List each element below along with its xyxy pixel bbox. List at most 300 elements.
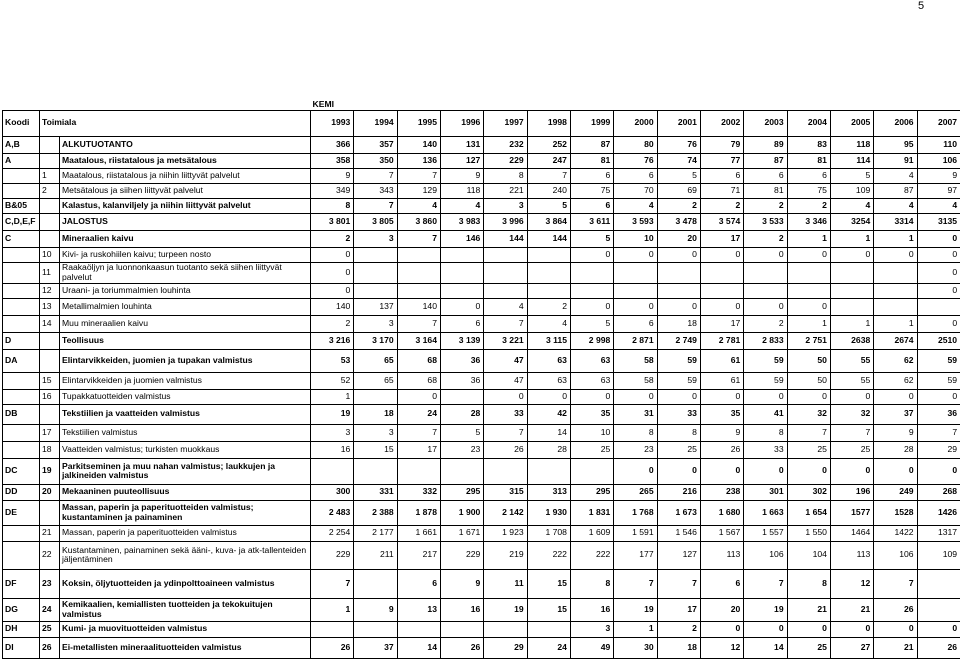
value-cell: 25 [830, 441, 873, 458]
value-cell: 9 [700, 424, 743, 441]
value-cell [614, 262, 657, 283]
year-header: 1999 [570, 110, 613, 136]
value-cell: 196 [830, 484, 873, 500]
value-cell: 3 805 [354, 213, 397, 230]
value-cell: 0 [874, 458, 917, 484]
value-cell: 26 [874, 598, 917, 621]
row-code: DD [3, 484, 40, 500]
value-cell: 59 [657, 372, 700, 389]
value-cell [354, 247, 397, 262]
value-cell [354, 389, 397, 404]
value-cell: 20 [657, 230, 700, 247]
row-subcode [40, 198, 60, 213]
value-cell [440, 262, 483, 283]
value-cell: 21 [830, 598, 873, 621]
value-cell: 222 [570, 541, 613, 569]
row-code: DC [3, 458, 40, 484]
row-label: Metallimalmien louhinta [60, 298, 311, 315]
value-cell: 35 [570, 404, 613, 424]
value-cell: 3 [311, 424, 354, 441]
value-cell: 349 [311, 183, 354, 198]
value-cell: 6 [440, 315, 483, 332]
value-cell: 1 [830, 315, 873, 332]
value-cell: 20 [700, 598, 743, 621]
value-cell: 144 [484, 230, 527, 247]
value-cell [440, 621, 483, 637]
value-cell: 58 [614, 349, 657, 372]
value-cell: 2 [744, 198, 787, 213]
row-code: DB [3, 404, 40, 424]
year-header: 1996 [440, 110, 483, 136]
value-cell: 2 [657, 621, 700, 637]
table-row [3, 315, 960, 332]
table-row [3, 372, 960, 389]
row-code: DF [3, 569, 40, 598]
table-row [3, 349, 960, 372]
value-cell: 301 [744, 484, 787, 500]
row-subcode [40, 213, 60, 230]
value-cell: 0 [700, 458, 743, 484]
value-cell: 0 [874, 389, 917, 404]
value-cell: 9 [440, 569, 483, 598]
value-cell: 211 [354, 541, 397, 569]
header-kemi-row [3, 89, 960, 110]
table-row [3, 389, 960, 404]
value-cell: 17 [657, 598, 700, 621]
value-cell [440, 389, 483, 404]
row-code [3, 441, 40, 458]
row-label: Kustantaminen, painaminen sekä ääni-, kuva- ja atk-tallenteiden jäljentäminen [60, 541, 311, 569]
value-cell: 4 [874, 198, 917, 213]
value-cell: 140 [397, 298, 440, 315]
value-cell: 3 221 [484, 332, 527, 349]
table-row [3, 262, 960, 283]
value-cell: 76 [614, 153, 657, 168]
value-cell [354, 283, 397, 298]
value-cell: 268 [917, 484, 960, 500]
value-cell: 129 [397, 183, 440, 198]
value-cell: 3 [484, 198, 527, 213]
value-cell: 24 [527, 637, 570, 658]
value-cell: 6 [700, 569, 743, 598]
value-cell: 1 557 [744, 525, 787, 541]
value-cell: 95 [874, 136, 917, 153]
value-cell: 6 [570, 198, 613, 213]
value-cell: 59 [744, 349, 787, 372]
row-code: A,B [3, 136, 40, 153]
value-cell: 0 [917, 262, 960, 283]
row-code: DI [3, 637, 40, 658]
row-label: Uraani- ja toriummalmien louhinta [60, 283, 311, 298]
value-cell: 80 [614, 136, 657, 153]
year-header: 1994 [354, 110, 397, 136]
table-row [3, 458, 960, 484]
value-cell: 8 [614, 424, 657, 441]
value-cell: 3314 [874, 213, 917, 230]
value-cell: 3 [354, 230, 397, 247]
value-cell: 8 [570, 569, 613, 598]
row-subcode [40, 349, 60, 372]
value-cell: 2 388 [354, 500, 397, 525]
value-cell: 136 [397, 153, 440, 168]
value-cell: 0 [570, 389, 613, 404]
value-cell: 25 [787, 637, 830, 658]
value-cell: 8 [787, 569, 830, 598]
value-cell: 1 [787, 315, 830, 332]
value-cell [397, 283, 440, 298]
value-cell: 0 [744, 247, 787, 262]
value-cell: 35 [700, 404, 743, 424]
value-cell: 0 [744, 298, 787, 315]
row-label: Kumi- ja muovituotteiden valmistus [60, 621, 311, 637]
value-cell [440, 283, 483, 298]
row-label: Kemikaalien, kemiallisten tuotteiden ja tekokuitujen valmistus [60, 598, 311, 621]
value-cell: 140 [311, 298, 354, 315]
value-cell [527, 247, 570, 262]
value-cell: 30 [614, 637, 657, 658]
value-cell: 7 [657, 569, 700, 598]
value-cell [744, 262, 787, 283]
row-subcode [40, 153, 60, 168]
row-subcode: 14 [40, 315, 60, 332]
value-cell [657, 283, 700, 298]
value-cell: 0 [830, 389, 873, 404]
value-cell: 28 [874, 441, 917, 458]
value-cell: 71 [700, 183, 743, 198]
value-cell: 7 [614, 569, 657, 598]
value-cell: 6 [614, 168, 657, 183]
industry-table [2, 89, 960, 659]
value-cell: 7 [744, 569, 787, 598]
region-label: KEMI [311, 89, 960, 110]
value-cell: 0 [744, 389, 787, 404]
value-cell: 2 833 [744, 332, 787, 349]
value-cell: 14 [744, 637, 787, 658]
value-cell: 219 [484, 541, 527, 569]
value-cell: 14 [397, 637, 440, 658]
value-cell: 7 [484, 315, 527, 332]
value-cell: 37 [354, 637, 397, 658]
row-subcode: 22 [40, 541, 60, 569]
value-cell: 3135 [917, 213, 960, 230]
value-cell: 7 [397, 230, 440, 247]
value-cell: 97 [917, 183, 960, 198]
value-cell: 0 [917, 247, 960, 262]
table-row [3, 569, 960, 598]
value-cell: 0 [917, 315, 960, 332]
value-cell: 2 [787, 198, 830, 213]
row-label: Massan, paperin ja paperituotteiden valmistus [60, 525, 311, 541]
value-cell: 229 [311, 541, 354, 569]
value-cell: 3 115 [527, 332, 570, 349]
value-cell: 63 [527, 349, 570, 372]
value-cell [830, 298, 873, 315]
value-cell: 350 [354, 153, 397, 168]
value-cell: 62 [874, 349, 917, 372]
value-cell: 15 [527, 569, 570, 598]
value-cell: 5 [570, 230, 613, 247]
table-row [3, 525, 960, 541]
value-cell: 83 [787, 136, 830, 153]
value-cell: 15 [354, 441, 397, 458]
value-cell: 65 [354, 372, 397, 389]
value-cell [354, 458, 397, 484]
value-cell: 31 [614, 404, 657, 424]
value-cell: 315 [484, 484, 527, 500]
value-cell: 1 609 [570, 525, 613, 541]
value-cell [397, 621, 440, 637]
value-cell: 3 864 [527, 213, 570, 230]
value-cell: 1 768 [614, 500, 657, 525]
value-cell: 2 142 [484, 500, 527, 525]
value-cell: 2 749 [657, 332, 700, 349]
value-cell [484, 262, 527, 283]
value-cell: 8 [657, 424, 700, 441]
row-subcode [40, 136, 60, 153]
value-cell: 14 [527, 424, 570, 441]
value-cell: 10 [570, 424, 613, 441]
table-row [3, 441, 960, 458]
value-cell: 1 591 [614, 525, 657, 541]
value-cell [311, 621, 354, 637]
value-cell: 1426 [917, 500, 960, 525]
value-cell: 81 [744, 183, 787, 198]
value-cell [657, 262, 700, 283]
value-cell: 33 [484, 404, 527, 424]
value-cell: 52 [311, 372, 354, 389]
value-cell: 25 [657, 441, 700, 458]
row-code [3, 424, 40, 441]
value-cell: 87 [570, 136, 613, 153]
row-code: C,D,E,F [3, 213, 40, 230]
value-cell: 7 [874, 569, 917, 598]
value-cell: 27 [830, 637, 873, 658]
value-cell: 217 [397, 541, 440, 569]
value-cell: 63 [570, 349, 613, 372]
year-header: 1993 [311, 110, 354, 136]
value-cell: 0 [917, 230, 960, 247]
value-cell: 26 [440, 637, 483, 658]
table-row [3, 621, 960, 637]
value-cell: 313 [527, 484, 570, 500]
value-cell [700, 262, 743, 283]
value-cell: 5 [830, 168, 873, 183]
value-cell: 0 [657, 458, 700, 484]
value-cell [484, 283, 527, 298]
value-cell: 0 [700, 621, 743, 637]
value-cell: 0 [614, 458, 657, 484]
value-cell: 216 [657, 484, 700, 500]
value-cell: 7 [527, 168, 570, 183]
row-code: C [3, 230, 40, 247]
row-label: Ei-metallisten mineraalituotteiden valmistus [60, 637, 311, 658]
value-cell: 0 [700, 247, 743, 262]
value-cell: 26 [484, 441, 527, 458]
value-cell: 6 [700, 168, 743, 183]
value-cell [570, 458, 613, 484]
year-header: 2001 [657, 110, 700, 136]
value-cell: 8 [744, 424, 787, 441]
value-cell: 16 [440, 598, 483, 621]
value-cell [440, 458, 483, 484]
value-cell [397, 247, 440, 262]
row-subcode: 21 [40, 525, 60, 541]
row-subcode: 24 [40, 598, 60, 621]
value-cell: 1 708 [527, 525, 570, 541]
value-cell: 21 [787, 598, 830, 621]
value-cell [874, 262, 917, 283]
value-cell: 6 [570, 168, 613, 183]
industry-header: Toimiala [40, 110, 311, 136]
value-cell: 1 673 [657, 500, 700, 525]
value-cell: 29 [484, 637, 527, 658]
value-cell: 50 [787, 372, 830, 389]
row-label: Muu mineraalien kaivu [60, 315, 311, 332]
value-cell: 2510 [917, 332, 960, 349]
value-cell: 1 923 [484, 525, 527, 541]
row-code [3, 168, 40, 183]
row-subcode: 18 [40, 441, 60, 458]
value-cell: 70 [614, 183, 657, 198]
value-cell: 137 [354, 298, 397, 315]
value-cell: 17 [700, 315, 743, 332]
value-cell: 0 [614, 389, 657, 404]
value-cell [440, 247, 483, 262]
value-cell: 295 [440, 484, 483, 500]
value-cell: 7 [397, 424, 440, 441]
value-cell: 25 [787, 441, 830, 458]
row-label: Kivi- ja ruskohiilen kaivu; turpeen nosto [60, 247, 311, 262]
value-cell: 87 [874, 183, 917, 198]
value-cell: 0 [787, 389, 830, 404]
value-cell [397, 458, 440, 484]
value-cell: 0 [311, 283, 354, 298]
value-cell: 9 [917, 168, 960, 183]
value-cell: 59 [917, 349, 960, 372]
value-cell: 2 254 [311, 525, 354, 541]
value-cell: 7 [354, 198, 397, 213]
value-cell: 295 [570, 484, 613, 500]
value-cell: 81 [570, 153, 613, 168]
value-cell [744, 283, 787, 298]
row-label: ALKUTUOTANTO [60, 136, 311, 153]
value-cell: 2 [744, 230, 787, 247]
value-cell: 4 [484, 298, 527, 315]
row-subcode: 10 [40, 247, 60, 262]
value-cell: 19 [614, 598, 657, 621]
value-cell: 1 [787, 230, 830, 247]
row-code: A [3, 153, 40, 168]
value-cell: 6 [744, 168, 787, 183]
value-cell: 7 [311, 569, 354, 598]
value-cell: 1 663 [744, 500, 787, 525]
value-cell [354, 262, 397, 283]
value-cell: 2 [311, 315, 354, 332]
value-cell: 1 930 [527, 500, 570, 525]
value-cell: 3 [354, 315, 397, 332]
value-cell [874, 283, 917, 298]
value-cell: 68 [397, 372, 440, 389]
value-cell: 26 [700, 441, 743, 458]
value-cell: 23 [440, 441, 483, 458]
value-cell [570, 283, 613, 298]
row-label: Elintarvikkeiden ja juomien valmistus [60, 372, 311, 389]
value-cell: 9 [874, 424, 917, 441]
value-cell: 3 478 [657, 213, 700, 230]
value-cell [700, 283, 743, 298]
value-cell: 252 [527, 136, 570, 153]
row-code [3, 315, 40, 332]
value-cell: 1464 [830, 525, 873, 541]
value-cell: 5 [527, 198, 570, 213]
row-subcode [40, 404, 60, 424]
row-code [3, 183, 40, 198]
value-cell: 249 [874, 484, 917, 500]
value-cell: 25 [570, 441, 613, 458]
row-code [3, 262, 40, 283]
value-cell: 1 654 [787, 500, 830, 525]
value-cell: 65 [354, 349, 397, 372]
value-cell: 18 [657, 637, 700, 658]
value-cell: 1 [311, 389, 354, 404]
value-cell: 47 [484, 349, 527, 372]
value-cell: 0 [787, 621, 830, 637]
value-cell: 0 [527, 389, 570, 404]
value-cell: 0 [570, 247, 613, 262]
row-subcode: 20 [40, 484, 60, 500]
value-cell: 2638 [830, 332, 873, 349]
value-cell: 36 [440, 349, 483, 372]
value-cell: 302 [787, 484, 830, 500]
value-cell: 42 [527, 404, 570, 424]
year-header: 2000 [614, 110, 657, 136]
row-label: Raakaöljyn ja luonnonkaasun tuotanto sekä siihen liittyvät palvelut [60, 262, 311, 283]
value-cell: 7 [484, 424, 527, 441]
value-cell: 1 661 [397, 525, 440, 541]
table-row [3, 136, 960, 153]
value-cell: 75 [787, 183, 830, 198]
table-row [3, 168, 960, 183]
value-cell: 37 [874, 404, 917, 424]
year-header: 1998 [527, 110, 570, 136]
year-header: 2004 [787, 110, 830, 136]
value-cell: 36 [440, 372, 483, 389]
value-cell: 0 [700, 389, 743, 404]
value-cell [874, 298, 917, 315]
value-cell [830, 283, 873, 298]
table-row [3, 404, 960, 424]
row-subcode: 25 [40, 621, 60, 637]
value-cell: 12 [700, 637, 743, 658]
value-cell: 144 [527, 230, 570, 247]
value-cell [917, 298, 960, 315]
value-cell: 3 164 [397, 332, 440, 349]
row-code [3, 541, 40, 569]
row-subcode: 1 [40, 168, 60, 183]
row-code: B&05 [3, 198, 40, 213]
value-cell: 0 [917, 283, 960, 298]
table-row [3, 424, 960, 441]
value-cell: 0 [440, 298, 483, 315]
value-cell: 1 [874, 230, 917, 247]
value-cell: 1 [830, 230, 873, 247]
value-cell: 0 [657, 247, 700, 262]
value-cell: 1 900 [440, 500, 483, 525]
row-subcode [40, 332, 60, 349]
row-subcode: 15 [40, 372, 60, 389]
header-row [3, 110, 960, 136]
row-label: Elintarvikkeiden, juomien ja tupakan valmistus [60, 349, 311, 372]
